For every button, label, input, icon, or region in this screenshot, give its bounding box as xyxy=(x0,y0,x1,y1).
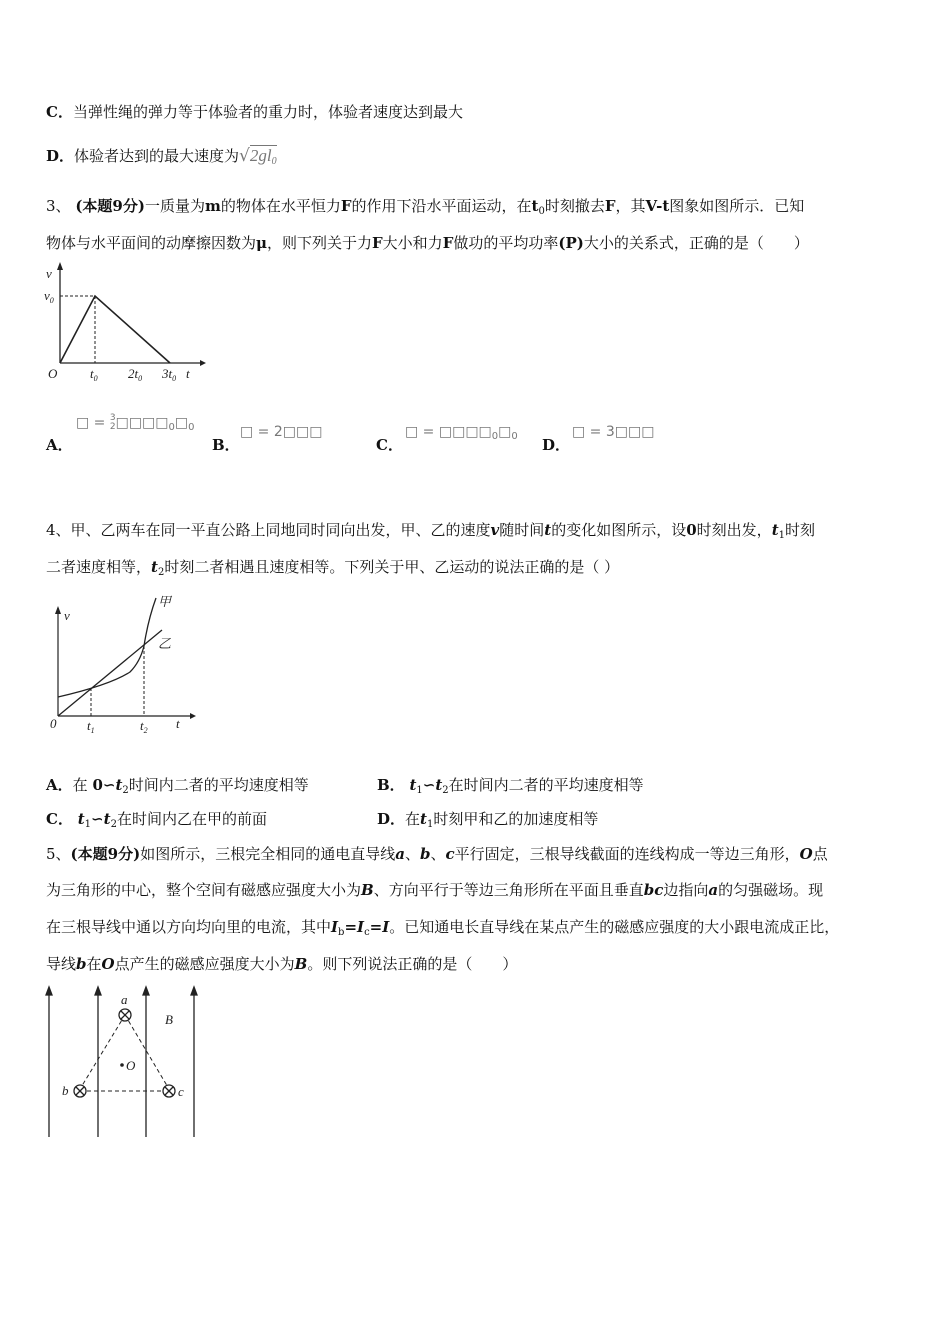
q5-line3 xyxy=(46,917,839,943)
option-label: A． xyxy=(46,776,73,794)
center-point xyxy=(120,1063,124,1067)
formula-text: □ = xyxy=(76,415,110,431)
text: 1 xyxy=(778,530,785,541)
text: ，其 xyxy=(615,197,646,215)
text: = xyxy=(369,918,383,936)
text: 0 xyxy=(538,206,545,217)
text: t xyxy=(409,776,417,794)
origin-label: O xyxy=(48,366,58,381)
text: 图象如图所示．已知 xyxy=(669,197,805,215)
label-b: b xyxy=(62,1083,69,1098)
q2-option-d xyxy=(46,146,277,172)
text: 物体与水平面间的动摩擦因数为 xyxy=(46,234,257,252)
text: 0 xyxy=(686,521,697,539)
text: 时间内二者的平均速度相等 xyxy=(128,776,309,794)
option-a-formula xyxy=(76,414,195,433)
text: c xyxy=(445,845,455,863)
text: 点产生的磁感应强度大小为 xyxy=(114,955,295,973)
text: B xyxy=(361,881,374,899)
text: a xyxy=(395,845,405,863)
curve-label-yi: 乙 xyxy=(158,636,172,651)
text: 一质量为 xyxy=(144,197,205,215)
option-label: B． xyxy=(377,776,405,794)
text: 在时间内乙在甲的前面 xyxy=(116,810,267,828)
text: = xyxy=(344,918,358,936)
text: 4、甲、乙两车在同一平直公路上同地同时同向出发，甲、乙的速度 xyxy=(46,521,491,539)
q3-vt-graph xyxy=(40,258,210,383)
text: F xyxy=(442,234,454,252)
formula-sub: 0 xyxy=(168,422,175,433)
wire-c-icon xyxy=(163,1085,175,1097)
text: 的变化如图所示，设 xyxy=(551,521,687,539)
text: I xyxy=(357,918,365,936)
option-label: C． xyxy=(46,810,73,828)
tick-t1: $t_1$ xyxy=(87,718,95,735)
formula-text: □ xyxy=(174,415,189,431)
text: 、方向平行于等边三角形所在平面且垂直 xyxy=(373,881,644,899)
text: I xyxy=(382,918,390,936)
text: 1 xyxy=(416,785,423,796)
q5-line4 xyxy=(46,954,517,974)
text: 时刻二者相遇且速度相等。下列关于甲、乙运动的说法正确的是（ ） xyxy=(164,558,620,576)
text: 的匀强磁场。现 xyxy=(718,881,824,899)
text: 导线 xyxy=(46,955,77,973)
text: c xyxy=(364,927,370,938)
curve-label-jia: 甲 xyxy=(158,594,172,609)
sqrt-formula: $√2gl_0$ xyxy=(239,146,277,167)
text: V-t xyxy=(645,197,670,215)
text: ∽ xyxy=(102,776,116,794)
text: 如图所示，三根完全相同的通电直导线 xyxy=(140,845,396,863)
label-B: B xyxy=(165,1012,173,1027)
tick-2t0: $2t_0$ xyxy=(128,366,143,383)
text: 2 xyxy=(442,785,449,796)
tick-t0: $t_0$ xyxy=(90,366,98,383)
q4-option-b xyxy=(377,775,644,801)
text: 做功的平均功率 xyxy=(453,234,559,252)
text: t xyxy=(435,776,443,794)
text: t xyxy=(420,810,427,828)
text: F xyxy=(604,197,616,215)
axis-label-t: t xyxy=(186,366,190,381)
text: F xyxy=(372,234,383,252)
option-text: 体验者达到的最大速度为 xyxy=(74,147,240,165)
text: 在 xyxy=(86,955,102,973)
axis-label-v: v xyxy=(64,608,70,623)
formula-text: □□□□ xyxy=(115,415,169,431)
text: 2 xyxy=(110,819,117,830)
text: ∽ xyxy=(422,776,436,794)
tick-3t0: $3t_0$ xyxy=(162,366,177,383)
q4-option-c xyxy=(46,809,267,835)
text: I xyxy=(331,918,339,936)
text: 大小和力 xyxy=(382,234,443,252)
text: b xyxy=(76,955,87,973)
text: B xyxy=(294,955,308,973)
text: b xyxy=(419,845,431,863)
text: 时刻甲和乙的加速度相等 xyxy=(433,810,599,828)
text: μ xyxy=(256,234,267,252)
text: v xyxy=(490,521,500,539)
option-label: D． xyxy=(377,810,406,828)
axis-label-v: v xyxy=(46,266,52,281)
text: 2 xyxy=(122,785,129,796)
text: 时刻出发， xyxy=(696,521,772,539)
text: 二者速度相等， xyxy=(46,558,152,576)
text: 为三角形的中心，整个空间有磁感应强度大小为 xyxy=(46,881,362,899)
text: 在时间内二者的平均速度相等 xyxy=(448,776,644,794)
text: 。已知通电长直导线在某点产生的磁感应强度的大小跟电流成正比， xyxy=(389,918,840,936)
text: t xyxy=(103,810,111,828)
text: 大小的关系式，正确的是（ ） xyxy=(583,234,809,252)
option-c-label: C． xyxy=(376,436,403,454)
tick-t2: $t_2$ xyxy=(140,718,148,735)
text: m xyxy=(204,197,221,215)
formula-sub: 0 xyxy=(511,431,518,442)
text: t xyxy=(151,558,158,576)
label-a: a xyxy=(121,992,128,1007)
option-text: 当弹性绳的弹力等于体验者的重力时，体验者速度达到最大 xyxy=(72,103,463,121)
text: t xyxy=(77,810,85,828)
text: b xyxy=(338,927,345,938)
option-a-label: A． xyxy=(46,436,73,454)
q4-option-d xyxy=(377,809,598,835)
text: ∽ xyxy=(91,810,104,828)
q3-line2 xyxy=(46,233,809,253)
score: (本题9分) xyxy=(70,845,141,863)
text: 的物体在水平恒力 xyxy=(220,197,341,215)
text: a xyxy=(708,881,719,899)
formula-text: □ xyxy=(498,424,512,440)
score: (本题9分) xyxy=(75,197,145,215)
text: ，则下列关于力 xyxy=(267,234,373,252)
formula-text: □ = □□□□ xyxy=(405,424,492,440)
text: 在 xyxy=(405,810,421,828)
text: 2 xyxy=(157,567,165,578)
wire-a-icon xyxy=(119,1009,131,1021)
label-v0: $v_0$ xyxy=(44,288,54,305)
text: 边指向 xyxy=(663,881,709,899)
text: 、 xyxy=(404,845,420,863)
formula-text: 2gl xyxy=(249,146,272,165)
q5-line2 xyxy=(46,880,823,900)
text: 、 xyxy=(430,845,446,863)
text: 平行固定，三根导线截面的连线构成一等边三角形， xyxy=(454,845,800,863)
text: t xyxy=(771,521,779,539)
text: (P) xyxy=(558,234,584,252)
text: 。则下列说法正确的是（ ） xyxy=(307,955,518,973)
text: 随时间 xyxy=(499,521,545,539)
q4-option-a xyxy=(46,775,309,801)
formula-sub: 0 xyxy=(271,156,277,167)
wire-b-icon xyxy=(74,1085,86,1097)
option-d-label: D． xyxy=(542,436,571,454)
option-c-formula xyxy=(405,424,518,442)
text: t xyxy=(531,197,539,215)
option-d-formula: □ = 3□□□ xyxy=(572,424,655,440)
formula-sub: 0 xyxy=(188,422,195,433)
q3-line1 xyxy=(46,196,804,222)
q4-vt-graph xyxy=(40,590,200,735)
option-b-formula: □ = 2□□□ xyxy=(240,424,323,440)
frac-num: 3 xyxy=(109,413,116,423)
text: 0 xyxy=(92,776,103,794)
origin-label: 0 xyxy=(50,716,57,731)
text: 5、 xyxy=(46,845,71,863)
q4-line1 xyxy=(46,520,815,546)
text: 1 xyxy=(426,819,434,830)
label-c: c xyxy=(178,1084,184,1099)
option-b-label: B． xyxy=(212,436,240,454)
q5-magnetic-field-figure xyxy=(40,985,210,1140)
text: t xyxy=(544,521,552,539)
text: 时刻 xyxy=(785,521,816,539)
question-number: 3、 xyxy=(46,197,71,215)
text: F xyxy=(340,197,352,215)
text: 时刻撤去 xyxy=(544,197,605,215)
option-label: C． xyxy=(46,103,73,121)
frac-den: 2 xyxy=(109,422,116,432)
text: t xyxy=(115,776,123,794)
text: O xyxy=(799,845,813,863)
text: 在三根导线中通以方向均向里的电流，其中 xyxy=(46,918,332,936)
q5-line1 xyxy=(46,844,828,864)
axis-label-t: t xyxy=(176,716,180,731)
text: bc xyxy=(643,881,664,899)
label-O: O xyxy=(126,1058,136,1073)
text: 1 xyxy=(84,819,92,830)
text: 在 xyxy=(72,776,88,794)
text: 的作用下沿水平面运动，在 xyxy=(351,197,532,215)
text: O xyxy=(101,955,115,973)
q2-option-c xyxy=(46,102,463,122)
option-label: D． xyxy=(46,147,75,165)
formula-sub: 0 xyxy=(491,431,499,442)
q4-line2 xyxy=(46,557,619,583)
text: 点 xyxy=(812,845,828,863)
